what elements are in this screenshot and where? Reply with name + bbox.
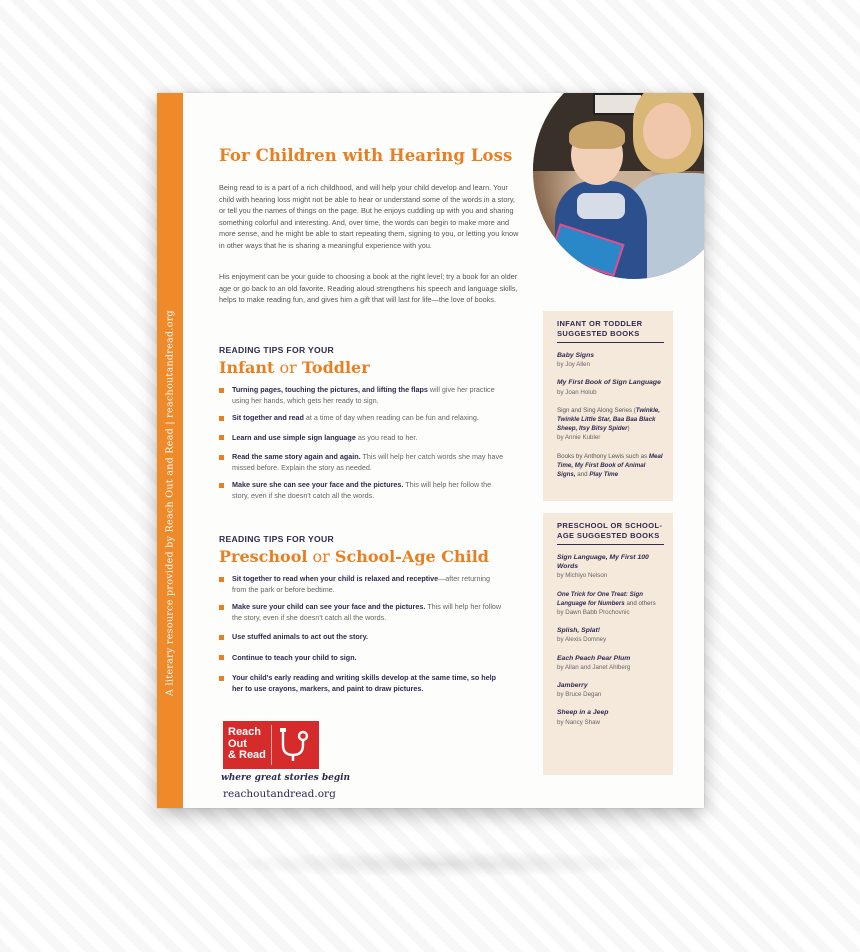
section1-heading: Infant or Toddler (219, 358, 370, 377)
list-item: Make sure she can see your face and the pictures. This will help her follow the story, even if she doesn't catch all the words. (219, 480, 504, 501)
list-item: Learn and use simple sign language as you read to her. (219, 433, 504, 444)
sidebar2-heading: PRESCHOOL OR SCHOOL-AGE SUGGESTED BOOKS (557, 521, 664, 545)
list-item: Splish, Splat! by Alexis Domney (557, 627, 607, 644)
list-item: Sheep in a Jeep by Nancy Shaw (557, 709, 609, 726)
list-item: Sign Language, My First 100 Words by Michiyo Nelson (557, 554, 649, 580)
website-url: reachoutandread.org (223, 788, 336, 800)
section2-label: READING TIPS FOR YOUR (219, 534, 335, 544)
preschool-suggested-books-panel (543, 513, 673, 775)
logo-wordmark: Reach Out & Read (228, 726, 266, 761)
list-item: Sit together and read at a time of day when reading can be fun and relaxing. (219, 413, 504, 424)
mother-child-reading-photo (533, 93, 704, 279)
list-item: My First Book of Sign Language by Joan Holub (557, 379, 661, 396)
flyer-page (157, 93, 704, 808)
stethoscope-book-icon (275, 725, 315, 765)
list-item: One Trick for One Treat: Sign Language for Numbers and others by Dawn Babb Prochovnic (557, 590, 656, 617)
page-shadow (200, 850, 680, 878)
list-item: Continue to teach your child to sign. (219, 653, 504, 664)
logo-badge (223, 721, 319, 769)
list-item: Books by Anthony Lewis such as Meal Time, My First Book of Animal Signs, and Play Time (557, 452, 663, 479)
list-item: Your child's early reading and writing skills develop at the same time, so help her to use crayons, markers, and paint to draw pictures. (219, 673, 504, 694)
list-item: Jamberry by Bruce Degan (557, 682, 602, 699)
logo-tagline: where great stories begin (221, 773, 351, 783)
list-item: Each Peach Pear Plum by Allan and Janet Ahlberg (557, 654, 631, 671)
section2-heading: Preschool or School-Age Child (219, 547, 489, 566)
spine-credit: A literary resource provided by Reach Out and Read | reachoutandread.org (164, 310, 176, 696)
list-item: Baby Signs by Joy Allen (557, 352, 595, 369)
intro-paragraph-2: His enjoyment can be your guide to choosing a book at the right level; try a book for an older age or go back to an old favorite. Reading aloud strengthens his speech and language skills, helps to make reading fun, and gives him a gift that will last for life—the love of books. (219, 272, 518, 304)
infant-suggested-books-panel (543, 311, 673, 501)
list-item: Make sure your child can see your face and the pictures. This will help her follow the story, even if she doesn't catch all the words. (219, 602, 504, 623)
page-title: For Children with Hearing Loss (219, 146, 513, 165)
list-item: Sign and Sing Along Series (Twinkle, Twinkle Little Star, Baa Baa Black Sheep, Itsy Bitsy Spider) by Annie Kubler (557, 406, 660, 442)
list-item: Turning pages, touching the pictures, and lifting the flaps will give her practice using her hands, which gets her ready to sign. (219, 385, 504, 406)
list-item: Use stuffed animals to act out the story. (219, 632, 504, 643)
list-item: Sit together to read when your child is relaxed and receptive—after returning from the park or before bedtime. (219, 574, 504, 595)
list-item: Read the same story again and again. This will help her catch words she may have missed before. Explain the story as needed. (219, 452, 504, 473)
section2-tips (219, 574, 504, 694)
section1-tips (219, 385, 504, 501)
sidebar1-heading: INFANT OR TODDLER SUGGESTED BOOKS (557, 319, 664, 343)
intro-paragraph-1: Being read to is a part of a rich childhood, and will help your child develop and learn. Your child with hearing loss might not be able to hear or understand some of the words in a story, or tell you the names of things on the page. But he enjoys cuddling up with you and sharing something colorful and interesting. And, over time, the words can begin to make more and more sense, and he might be able to start repeating them, signing to you, or letting you know in other ways that he is sharing a meaningful experience with you. (219, 183, 519, 250)
section1-label: READING TIPS FOR YOUR (219, 345, 335, 355)
orange-spine (157, 93, 183, 808)
